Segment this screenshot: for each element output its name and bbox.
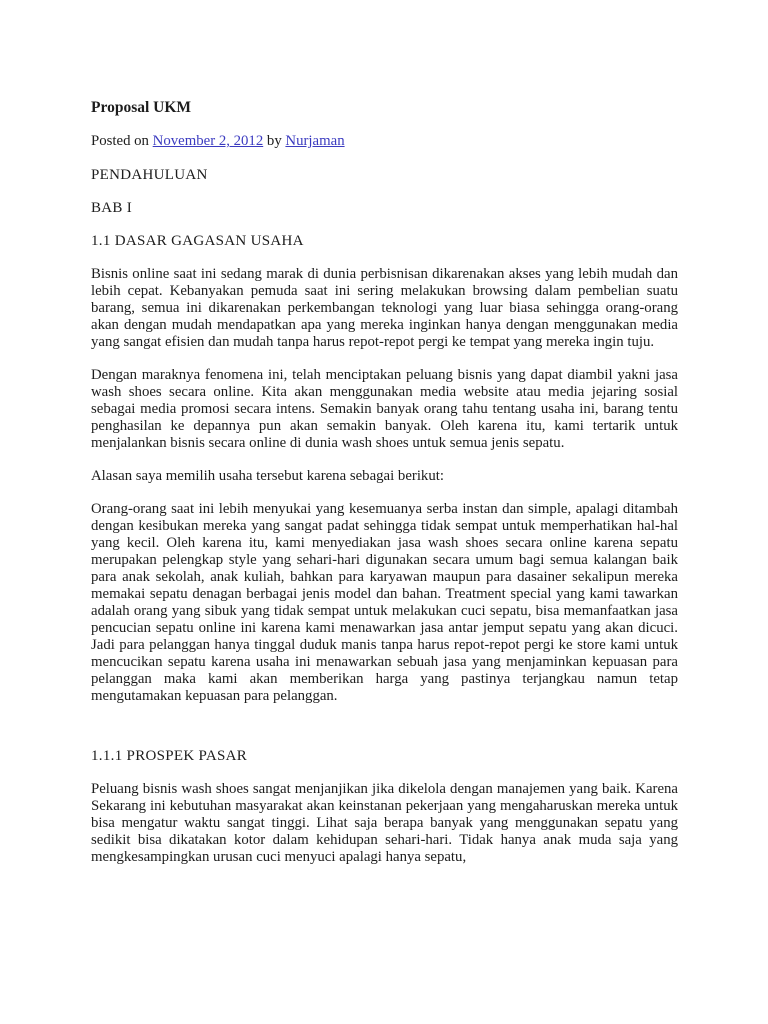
paragraph-fenomena: Dengan maraknya fenomena ini, telah menciptakan peluang bisnis yang dapat diambil yakni jasa wash shoes secara online. Kita akan menggunakan media website atau media jejaring sosial sebagai media promosi secara intens. Semakin banyak orang tahu tentang usaha ini, barang tentu penghasilan ke depannya pun akan semakin banyak. Oleh karena itu, kami tertarik untuk menjalankan bisnis secara online di dunia wash shoes untuk semua jenis sepatu. <box>91 367 678 451</box>
paragraph-peluang-bisnis: Peluang bisnis wash shoes sangat menjanjikan jika dikelola dengan manajemen yang baik. Karena Sekarang ini kebutuhan masyarakat akan keinstanan pekerjaan yang mengaharuskan mereka untuk bisa mengatur waktu sangat tinggi. Lihat saja berapa banyak yang menggunakan sepatu yang sedikit bisa dikatakan kotor dalam kehidupan sehari-hari. Tidak hanya anak muda saja yang mengkesampingkan urusan cuci menyuci apalagi hanya sepatu, <box>91 781 678 865</box>
heading-dasar-gagasan-usaha: 1.1 DASAR GAGASAN USAHA <box>91 233 304 249</box>
document-page <box>91 99 678 882</box>
post-author-link[interactable]: Nurjaman <box>285 133 345 149</box>
byline-posted-on-text: Posted on <box>91 133 153 149</box>
heading-bab-i: BAB I <box>91 200 133 216</box>
post-title: Proposal UKM <box>91 99 192 116</box>
heading-pendahuluan: PENDAHULUAN <box>91 167 208 183</box>
byline-by-text: by <box>263 133 286 149</box>
paragraph-alasan: Alasan saya memilih usaha tersebut karena sebagai berikut: <box>91 468 444 484</box>
paragraph-orang-orang: Orang-orang saat ini lebih menyukai yang kesemuanya serba instan dan simple, apalagi ditambah dengan kesibukan mereka yang sangat padat sehingga tidak sempat untuk memperhatikan hal-hal yang kecil. Oleh karena itu, kami menyediakan jasa wash shoes secara online karena sepatu merupakan pelengkap style yang sehari-hari digunakan secara umum bagi semua kalangan baik para anak sekolah, anak kuliah, bahkan para karyawan maupun para dasainer sekalipun mereka memakai sepatu denagan berbagai jenis model dan bahan. Treatment special yang kami tawarkan adalah orang yang sibuk yang tidak sempat untuk melakukan cuci sepatu, bisa memanfaatkan jasa pencucian sepatu online ini karena kami menawarkan jasa antar jemput sepatu yang akan dicuci. Jadi para pelanggan hanya tinggal duduk manis tanpa harus repot-repot pergi ke store kami untuk mencucikan sepatu karena usaha ini menawarkan sebuah jasa yang menjaminkan kepuasan para pelanggan maka kami akan memberikan harga yang pastinya terjangkau namun tetap mengutamakan kepuasan para pelanggan. <box>91 501 678 704</box>
heading-prospek-pasar: 1.1.1 PROSPEK PASAR <box>91 748 248 764</box>
post-byline <box>91 133 678 150</box>
post-date-link[interactable]: November 2, 2012 <box>152 133 264 149</box>
paragraph-bisnis-online: Bisnis online saat ini sedang marak di dunia perbisnisan dikarenakan akses yang lebih mudah dan lebih cepat. Kebanyakan pemuda saat ini sering melakukan browsing dalam pembelian suatu barang, semua ini dikarenakan perkembangan teknologi yang luar biasa sehingga orang-orang akan dengan mudah mendapatkan apa yang mereka inginkan hanya dengan menggunakan media yang sangat efisien dan mudah tanpa harus repot-repot pergi ke tempat yang mereka ingin tuju. <box>91 266 678 350</box>
